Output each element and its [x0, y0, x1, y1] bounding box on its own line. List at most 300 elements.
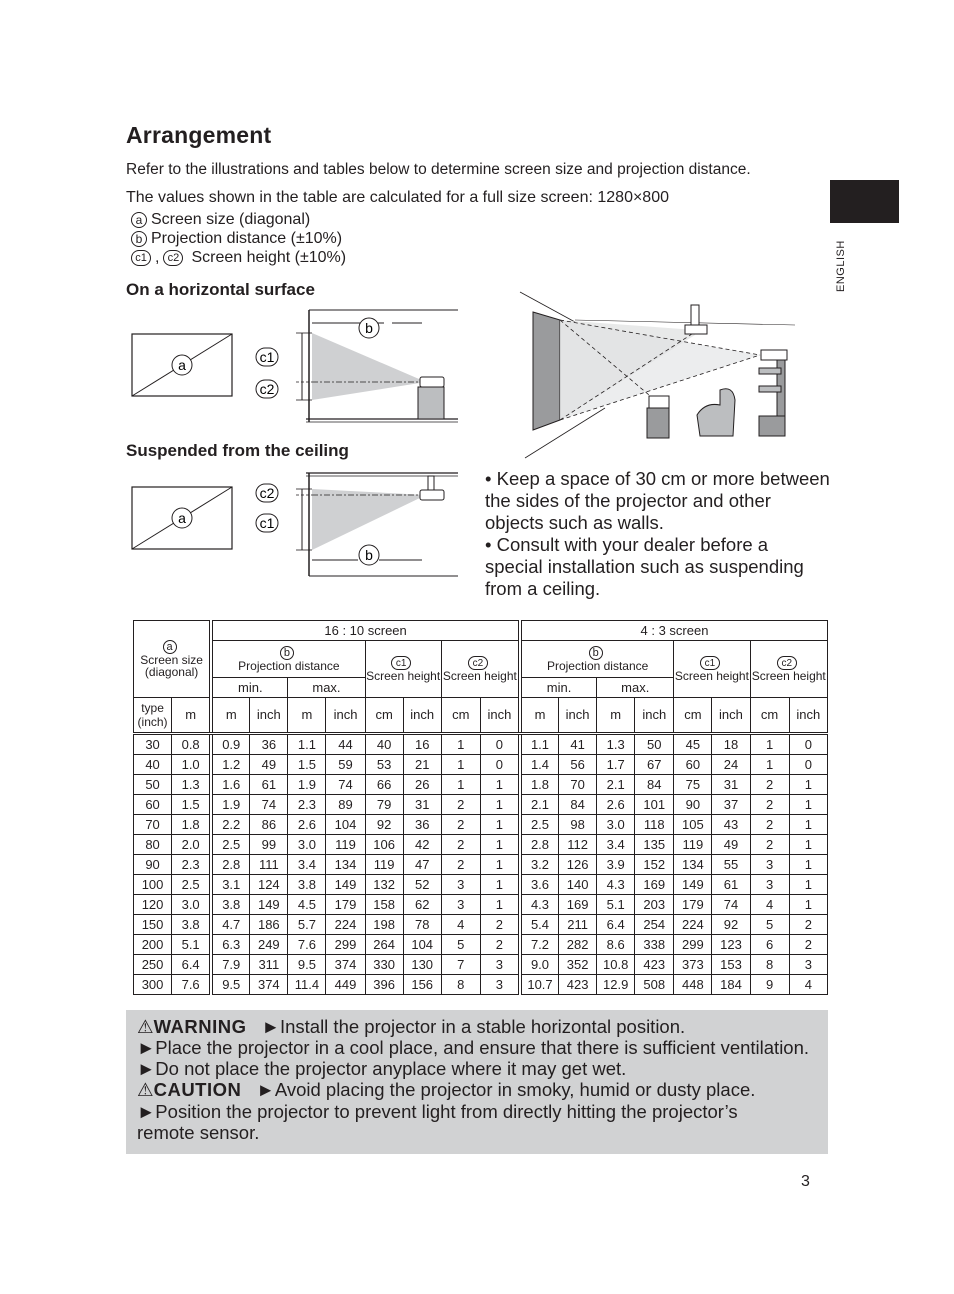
room-illustration	[515, 290, 800, 460]
table-cell: 74	[326, 775, 365, 795]
table-cell: 140	[559, 875, 597, 895]
table-cell: 2.6	[288, 815, 326, 835]
table-cell: 3.8	[288, 875, 326, 895]
unit-cell: m	[172, 698, 210, 734]
header-projection-169	[213, 641, 365, 678]
table-cell: 30	[134, 734, 172, 755]
warning-icon: ⚠	[137, 1016, 154, 1037]
table-cell: 2.3	[172, 855, 210, 875]
legend-b-text: Projection distance (±10%)	[151, 230, 343, 247]
language-label: ENGLISH	[835, 240, 847, 292]
table-cell: 84	[635, 775, 674, 795]
table-cell: 18	[712, 734, 750, 755]
table-cell: 31	[712, 775, 750, 795]
table-cell: 40	[134, 755, 172, 775]
table-cell: 41	[559, 734, 597, 755]
header-c2-label: Screen height	[442, 669, 517, 683]
table-row	[134, 935, 828, 955]
table-cell: 47	[403, 855, 441, 875]
table-cell: 2.2	[213, 815, 250, 835]
chair-icon	[697, 389, 735, 436]
header-c2-169	[441, 641, 518, 698]
language-tab	[830, 180, 899, 223]
table-cell: 6.3	[213, 935, 250, 955]
unit-cell: inch	[789, 698, 827, 734]
table-cell: 179	[326, 895, 365, 915]
table-cell: 1	[441, 755, 480, 775]
table-cell: 84	[559, 795, 597, 815]
table-cell: 42	[403, 835, 441, 855]
header-c1-mark: c1	[391, 656, 411, 670]
header-screen-size	[134, 621, 210, 698]
projector-icon	[420, 377, 444, 387]
table-cell: 3	[750, 855, 789, 875]
table-cell: 43	[712, 815, 750, 835]
table-cell: 9.0	[521, 955, 558, 975]
table-cell: 44	[326, 734, 365, 755]
table-cell: 5	[750, 915, 789, 935]
table-cell: 53	[365, 755, 403, 775]
table-cell: 3	[441, 895, 480, 915]
ceiling-diagram	[126, 468, 466, 583]
label-c2: c2	[259, 485, 275, 501]
unit-cell: inch	[559, 698, 597, 734]
table-cell: 449	[326, 975, 365, 995]
table-cell: 2	[789, 915, 827, 935]
floor-table	[647, 408, 669, 438]
horizontal-heading: On a horizontal surface	[126, 280, 315, 299]
floor-projector	[649, 396, 669, 408]
table-cell: 2.5	[213, 835, 250, 855]
label-c1: c1	[259, 349, 275, 365]
table-cell: 2.1	[597, 775, 635, 795]
table-cell: 264	[365, 935, 403, 955]
header-c1-169	[365, 641, 441, 698]
table-cell: 3	[480, 975, 518, 995]
warning-text: ►Install the projector in a stable horizontal position.	[261, 1016, 686, 1037]
ceiling-projector	[685, 325, 707, 334]
table-cell: 1.8	[521, 775, 558, 795]
unit-cell: m	[288, 698, 326, 734]
table-cell: 311	[250, 955, 288, 975]
unit-cell: inch	[326, 698, 365, 734]
table-cell: 3.4	[597, 835, 635, 855]
table-cell: 1.8	[172, 815, 210, 835]
table-cell: 118	[635, 815, 674, 835]
table-cell: 37	[712, 795, 750, 815]
table-cell: 5.7	[288, 915, 326, 935]
projector-icon	[420, 490, 444, 500]
legend-sep: ,	[155, 249, 160, 266]
table-cell: 10.7	[521, 975, 558, 995]
table-cell: 80	[134, 835, 172, 855]
header-c2-43	[750, 641, 827, 698]
table-cell: 1.7	[597, 755, 635, 775]
legend-c1-mark: c1	[131, 250, 151, 266]
table-cell: 1.3	[597, 734, 635, 755]
table-cell: 2.8	[213, 855, 250, 875]
header-c2-label-43: Screen height	[751, 669, 826, 683]
table-cell: 3	[441, 875, 480, 895]
ceiling-mount	[691, 305, 699, 327]
table-cell: 1	[480, 795, 518, 815]
screen-panel	[533, 312, 560, 430]
table-cell: 149	[326, 875, 365, 895]
table-row	[134, 815, 828, 835]
projection-table	[133, 620, 828, 995]
table-cell: 8	[750, 955, 789, 975]
table-cell: 70	[559, 775, 597, 795]
table-cell: 132	[365, 875, 403, 895]
table-cell: 1	[480, 895, 518, 915]
table-cell: 6	[750, 935, 789, 955]
header-min-43: min.	[521, 678, 596, 698]
table-cell: 12.9	[597, 975, 635, 995]
table-cell: 7.6	[172, 975, 210, 995]
data-rows	[134, 734, 828, 995]
table-stand	[418, 387, 444, 419]
table-cell: 3.1	[213, 875, 250, 895]
shelf-projector	[761, 350, 787, 360]
header-a-mark: a	[163, 640, 177, 654]
header-c1-mark-43: c1	[700, 656, 720, 670]
table-row	[134, 875, 828, 895]
table-cell: 1.5	[288, 755, 326, 775]
table-cell: 184	[712, 975, 750, 995]
table-cell: 92	[712, 915, 750, 935]
table-cell: 158	[365, 895, 403, 915]
table-cell: 3.8	[213, 895, 250, 915]
table-cell: 40	[365, 734, 403, 755]
label-c2: c2	[259, 381, 275, 397]
header-c1-label-43: Screen height	[674, 669, 749, 683]
table-cell: 126	[559, 855, 597, 875]
table-cell: 74	[250, 795, 288, 815]
table-cell: 7	[441, 955, 480, 975]
caution-keyword: CAUTION	[153, 1079, 242, 1100]
table-cell: 3.0	[288, 835, 326, 855]
table-cell: 52	[403, 875, 441, 895]
table-cell: 423	[559, 975, 597, 995]
table-cell: 2	[750, 795, 789, 815]
label-b: b	[365, 320, 373, 336]
table-row	[134, 795, 828, 815]
table-cell: 50	[134, 775, 172, 795]
table-cell: 250	[134, 955, 172, 975]
table-cell: 6.4	[597, 915, 635, 935]
table-cell: 9.5	[213, 975, 250, 995]
table-cell: 4	[441, 915, 480, 935]
table-cell: 3.4	[288, 855, 326, 875]
table-cell: 4.3	[521, 895, 558, 915]
table-cell: 0	[789, 734, 827, 755]
table-cell: 3	[480, 955, 518, 975]
table-cell: 60	[134, 795, 172, 815]
table-cell: 10.8	[597, 955, 635, 975]
intro-line-1: Refer to the illustrations and tables below to determine screen size and projection distance.	[126, 161, 751, 178]
table-cell: 508	[635, 975, 674, 995]
table-cell: 150	[134, 915, 172, 935]
unit-cell: m	[213, 698, 250, 734]
table-cell: 36	[250, 734, 288, 755]
ceiling-heading: Suspended from the ceiling	[126, 441, 349, 460]
table-cell: 2	[750, 815, 789, 835]
table-cell: 104	[326, 815, 365, 835]
table-cell: 55	[712, 855, 750, 875]
table-cell: 338	[635, 935, 674, 955]
header-16-10: 16 : 10 screen	[213, 621, 519, 641]
table-cell: 224	[674, 915, 712, 935]
caution-icon: ⚠	[137, 1079, 154, 1100]
table-cell: 16	[403, 734, 441, 755]
warning-keyword: WARNING	[153, 1016, 247, 1037]
table-cell: 61	[712, 875, 750, 895]
table-cell: 4.7	[213, 915, 250, 935]
table-cell: 26	[403, 775, 441, 795]
note-spacing: • Keep a space of 30 cm or more between the sides of the projector and other objects such as walls.	[485, 468, 830, 533]
table-cell: 111	[250, 855, 288, 875]
table-cell: 2.0	[172, 835, 210, 855]
table-cell: 24	[712, 755, 750, 775]
table-cell: 0	[480, 755, 518, 775]
table-cell: 2.8	[521, 835, 558, 855]
table-cell: 70	[134, 815, 172, 835]
table-cell: 5.1	[597, 895, 635, 915]
header-min-169: min.	[213, 678, 288, 698]
legend-c	[131, 249, 346, 267]
table-cell: 2	[441, 855, 480, 875]
table-cell: 59	[326, 755, 365, 775]
note-dealer: • Consult with your dealer before a special installation such as suspending from a ceiling.	[485, 534, 804, 599]
table-cell: 1.9	[213, 795, 250, 815]
page-number: 3	[801, 1173, 810, 1190]
table-row	[134, 915, 828, 935]
table-cell: 90	[134, 855, 172, 875]
table-cell: 3.8	[172, 915, 210, 935]
legend-b-mark: b	[131, 231, 147, 247]
table-cell: 396	[365, 975, 403, 995]
table-cell: 31	[403, 795, 441, 815]
table-cell: 179	[674, 895, 712, 915]
label-c1: c1	[259, 515, 275, 531]
table-cell: 100	[134, 875, 172, 895]
table-row	[134, 895, 828, 915]
table-cell: 124	[250, 875, 288, 895]
horizontal-diagram	[126, 305, 466, 425]
table-cell: 169	[635, 875, 674, 895]
table-cell: 78	[403, 915, 441, 935]
table-cell: 149	[250, 895, 288, 915]
table-cell: 3.2	[521, 855, 558, 875]
table-cell: 66	[365, 775, 403, 795]
table-cell: 2	[480, 915, 518, 935]
table-cell: 2	[441, 815, 480, 835]
page-title: Arrangement	[126, 122, 272, 148]
table-cell: 2.1	[521, 795, 558, 815]
unit-cell: inch	[250, 698, 288, 734]
table-cell: 299	[326, 935, 365, 955]
table-cell: 1.0	[172, 755, 210, 775]
table-cell: 1	[480, 775, 518, 795]
table-cell: 153	[712, 955, 750, 975]
table-cell: 0.8	[172, 734, 210, 755]
table-row	[134, 955, 828, 975]
table-cell: 1.2	[213, 755, 250, 775]
table-cell: 105	[674, 815, 712, 835]
table-cell: 7.6	[288, 935, 326, 955]
table-cell: 299	[674, 935, 712, 955]
table-cell: 200	[134, 935, 172, 955]
table-cell: 149	[674, 875, 712, 895]
table-cell: 112	[559, 835, 597, 855]
unit-cell: inch	[480, 698, 518, 734]
table-cell: 89	[326, 795, 365, 815]
table-cell: 4.5	[288, 895, 326, 915]
table-cell: 74	[712, 895, 750, 915]
table-cell: 11.4	[288, 975, 326, 995]
unit-cell: m	[597, 698, 635, 734]
table-cell: 90	[674, 795, 712, 815]
table-cell: 1	[789, 875, 827, 895]
table-cell: 1	[441, 775, 480, 795]
table-cell: 1.9	[288, 775, 326, 795]
table-cell: 4	[789, 975, 827, 995]
table-cell: 2	[750, 835, 789, 855]
table-cell: 2	[441, 795, 480, 815]
installation-notes	[485, 468, 830, 600]
table-cell: 6.4	[172, 955, 210, 975]
table-row	[134, 855, 828, 875]
table-cell: 156	[403, 975, 441, 995]
table-cell: 1.5	[172, 795, 210, 815]
table-cell: 203	[635, 895, 674, 915]
table-cell: 1	[750, 734, 789, 755]
table-cell: 1	[789, 795, 827, 815]
table-cell: 169	[559, 895, 597, 915]
table-cell: 60	[674, 755, 712, 775]
header-4-3: 4 : 3 screen	[521, 621, 827, 641]
table-cell: 352	[559, 955, 597, 975]
table-cell: 1.6	[213, 775, 250, 795]
table-cell: 0	[480, 734, 518, 755]
table-cell: 1	[441, 734, 480, 755]
table-cell: 423	[635, 955, 674, 975]
table-cell: 1	[480, 855, 518, 875]
table-cell: 49	[712, 835, 750, 855]
table-cell: 101	[635, 795, 674, 815]
table-cell: 99	[250, 835, 288, 855]
table-cell: 198	[365, 915, 403, 935]
unit-cell: cm	[441, 698, 480, 734]
unit-cell: inch	[403, 698, 441, 734]
table-cell: 5.1	[172, 935, 210, 955]
header-max-169: max.	[288, 678, 365, 698]
table-cell: 119	[365, 855, 403, 875]
table-cell: 2.6	[597, 795, 635, 815]
table-cell: 2.5	[172, 875, 210, 895]
table-cell: 8	[441, 975, 480, 995]
header-c2-mark: c2	[468, 656, 488, 670]
warning-ventilation: ►Place the projector in a cool place, and ensure that there is sufficient ventilation.	[137, 1037, 810, 1058]
table-cell: 123	[712, 935, 750, 955]
table-cell: 7.2	[521, 935, 558, 955]
table-cell: 186	[250, 915, 288, 935]
table-cell: 211	[559, 915, 597, 935]
table-cell: 86	[250, 815, 288, 835]
unit-cell: inch	[712, 698, 750, 734]
table-cell: 49	[250, 755, 288, 775]
header-c1-label: Screen height	[366, 669, 441, 683]
table-cell: 75	[674, 775, 712, 795]
table-cell: 1.3	[172, 775, 210, 795]
table-cell: 9.5	[288, 955, 326, 975]
shelf-tier-2	[759, 386, 781, 392]
table-cell: 56	[559, 755, 597, 775]
table-cell: 21	[403, 755, 441, 775]
table-cell: 119	[326, 835, 365, 855]
table-row	[134, 975, 828, 995]
table-cell: 5	[441, 935, 480, 955]
header-b-mark-43: b	[589, 646, 603, 660]
table-cell: 330	[365, 955, 403, 975]
unit-cell: cm	[750, 698, 789, 734]
warning-line	[137, 1016, 685, 1038]
table-cell: 152	[635, 855, 674, 875]
table-cell: 1	[750, 755, 789, 775]
table-cell: 4.3	[597, 875, 635, 895]
table-cell: 134	[674, 855, 712, 875]
table-cell: 98	[559, 815, 597, 835]
units-row	[134, 698, 828, 734]
table-cell: 448	[674, 975, 712, 995]
table-cell: 104	[403, 935, 441, 955]
table-cell: 374	[250, 975, 288, 995]
table-cell: 1	[789, 815, 827, 835]
legend-a-text: Screen size (diagonal)	[151, 211, 311, 228]
table-cell: 45	[674, 734, 712, 755]
table-cell: 119	[674, 835, 712, 855]
header-projection-label: Projection distance	[238, 659, 340, 673]
shelf-base	[759, 416, 785, 436]
legend-c-text: Screen height (±10%)	[191, 249, 347, 266]
table-cell: 1	[480, 835, 518, 855]
table-cell: 3	[789, 955, 827, 975]
table-cell: 4	[750, 895, 789, 915]
table-cell: 0.9	[213, 734, 250, 755]
caution-sensor: ►Position the projector to prevent light from directly hitting the projector’s	[137, 1101, 738, 1122]
warning-box	[126, 1010, 828, 1154]
table-cell: 1	[789, 775, 827, 795]
table-cell: 0	[789, 755, 827, 775]
table-cell: 130	[403, 955, 441, 975]
table-cell: 2	[441, 835, 480, 855]
table-cell: 2	[480, 935, 518, 955]
table-row	[134, 734, 828, 755]
table-cell: 300	[134, 975, 172, 995]
light-beam	[312, 333, 426, 400]
table-cell: 8.6	[597, 935, 635, 955]
unit-cell: cm	[674, 698, 712, 734]
table-cell: 1.1	[521, 734, 558, 755]
unit-cell: cm	[365, 698, 403, 734]
unit-cell: inch	[635, 698, 674, 734]
table-cell: 92	[365, 815, 403, 835]
header-max-43: max.	[597, 678, 674, 698]
legend-c2-mark: c2	[163, 250, 183, 266]
unit-cell: type (inch)	[134, 698, 172, 734]
table-cell: 3.0	[172, 895, 210, 915]
header-projection-43	[521, 641, 673, 678]
